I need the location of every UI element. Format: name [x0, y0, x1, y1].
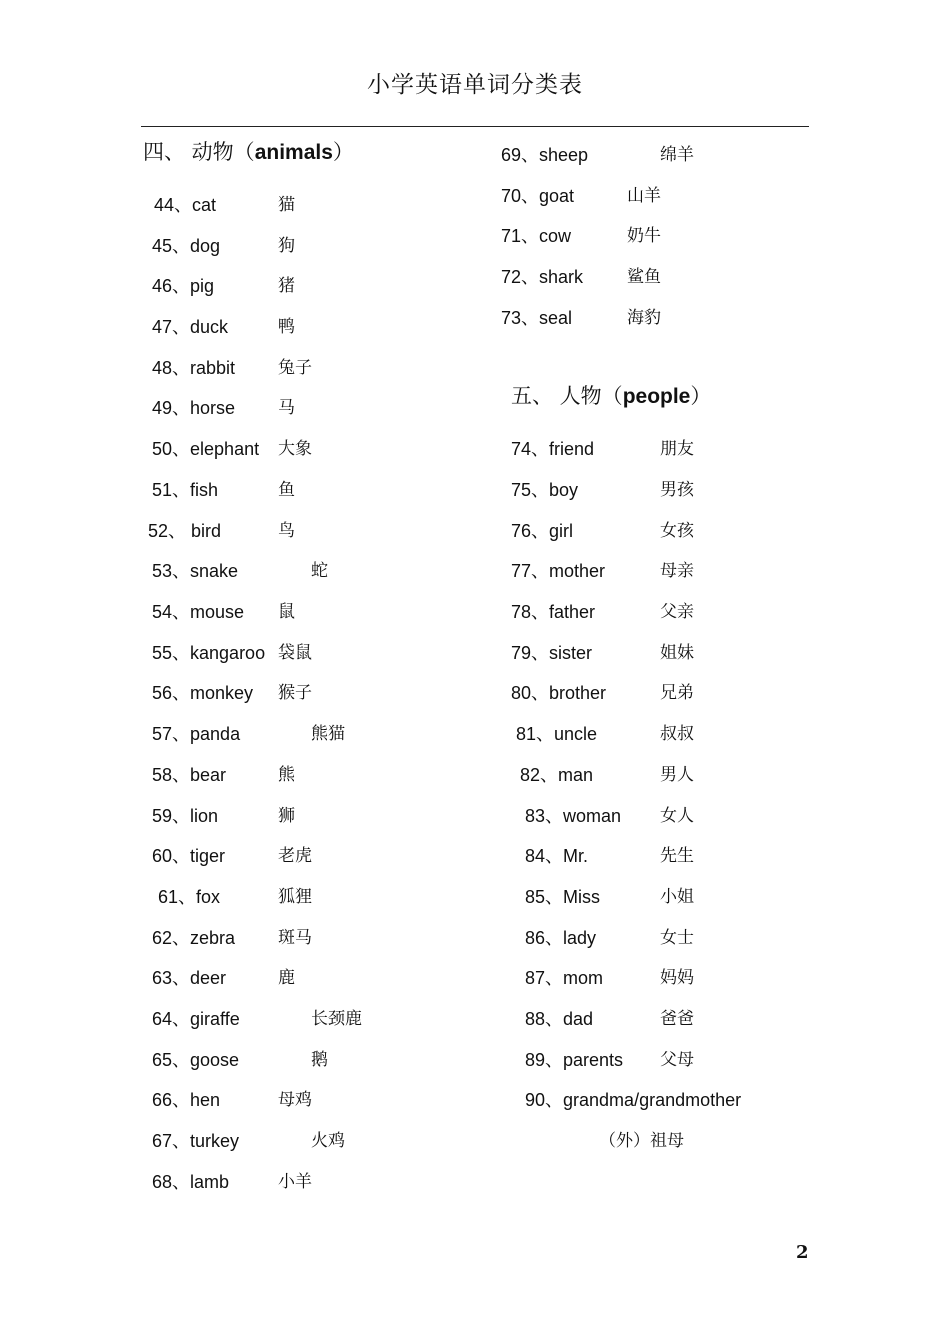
- chinese-word: 兄弟: [660, 683, 694, 703]
- chinese-word: 猫: [278, 195, 295, 215]
- chinese-word: 爸爸: [660, 1009, 694, 1029]
- chinese-word: 鱼: [278, 480, 295, 500]
- chinese-word: 兔子: [278, 358, 312, 378]
- english-word: 47、duck: [152, 317, 229, 337]
- chinese-word: 朋友: [660, 439, 694, 459]
- english-word: 65、goose: [152, 1050, 240, 1070]
- english-word: 85、Miss: [525, 887, 601, 907]
- english-word: 52、 bird: [148, 521, 222, 541]
- english-word: 50、elephant: [152, 439, 260, 459]
- section-heading-animals: [143, 136, 354, 166]
- chinese-word: 小羊: [278, 1172, 312, 1192]
- chinese-word: 鸟: [278, 521, 295, 541]
- english-word: 81、uncle: [516, 724, 598, 744]
- english-word: 66、hen: [152, 1090, 221, 1110]
- english-word: 88、dad: [525, 1009, 594, 1029]
- chinese-word: 狗: [278, 236, 295, 256]
- english-word: 80、brother: [511, 683, 607, 703]
- english-word: 56、monkey: [152, 683, 254, 703]
- english-word: 62、zebra: [152, 928, 236, 948]
- chinese-word: 火鸡: [311, 1131, 345, 1151]
- english-word: 58、bear: [152, 765, 227, 785]
- chinese-word: 姐妹: [660, 643, 694, 663]
- english-word: 73、seal: [501, 308, 573, 328]
- english-word: 78、father: [511, 602, 596, 622]
- english-word: 77、mother: [511, 561, 606, 581]
- chinese-word: 熊猫: [311, 724, 345, 744]
- english-word: 86、lady: [525, 928, 597, 948]
- english-word: 89、parents: [525, 1050, 624, 1070]
- english-word: 72、shark: [501, 267, 584, 287]
- page-number: 2: [796, 1242, 809, 1263]
- chinese-word: 男孩: [660, 480, 694, 500]
- chinese-word: （外）祖母: [599, 1131, 684, 1151]
- english-word: 60、tiger: [152, 846, 226, 866]
- english-word: 51、fish: [152, 480, 219, 500]
- chinese-word: 熊: [278, 765, 295, 785]
- header-rule: [141, 126, 809, 127]
- english-word: 90、grandma/grandmother: [525, 1090, 742, 1110]
- page-title: 小学英语单词分类表: [367, 72, 583, 98]
- chinese-word: 女孩: [660, 521, 694, 541]
- chinese-word: 山羊: [627, 186, 661, 206]
- chinese-word: 女人: [660, 806, 694, 826]
- english-word: 83、woman: [525, 806, 622, 826]
- chinese-word: 大象: [278, 439, 312, 459]
- chinese-word: 叔叔: [660, 724, 694, 744]
- chinese-word: 先生: [660, 846, 694, 866]
- chinese-word: 绵羊: [660, 145, 694, 165]
- chinese-word: 妈妈: [660, 968, 694, 988]
- chinese-word: 斑马: [278, 928, 312, 948]
- english-word: 68、lamb: [152, 1172, 230, 1192]
- english-word: 46、pig: [152, 276, 215, 296]
- section-heading-close: ）: [332, 140, 354, 164]
- english-word: 69、sheep: [501, 145, 589, 165]
- chinese-word: 母鸡: [278, 1090, 312, 1110]
- english-word: 67、turkey: [152, 1131, 240, 1151]
- chinese-word: 狐狸: [278, 887, 312, 907]
- english-word: 55、kangaroo: [152, 643, 266, 663]
- chinese-word: 奶牛: [627, 226, 661, 246]
- section-heading-en: animals: [254, 141, 333, 164]
- english-word: 76、girl: [511, 521, 574, 541]
- chinese-word: 鹿: [278, 968, 295, 988]
- english-word: 87、mom: [525, 968, 604, 988]
- english-word: 45、dog: [152, 236, 221, 256]
- english-word: 63、deer: [152, 968, 227, 988]
- section-heading-close: ）: [690, 384, 712, 408]
- english-word: 59、lion: [152, 806, 219, 826]
- chinese-word: 父母: [660, 1050, 694, 1070]
- english-word: 53、snake: [152, 561, 239, 581]
- english-word: 74、friend: [511, 439, 595, 459]
- english-word: 54、mouse: [152, 602, 245, 622]
- english-word: 49、horse: [152, 398, 236, 418]
- english-word: 44、cat: [154, 195, 217, 215]
- chinese-word: 鲨鱼: [627, 267, 661, 287]
- english-word: 84、Mr.: [525, 846, 589, 866]
- chinese-word: 鹅: [311, 1050, 328, 1070]
- chinese-word: 小姐: [660, 887, 694, 907]
- english-word: 75、boy: [511, 480, 579, 500]
- chinese-word: 男人: [660, 765, 694, 785]
- chinese-word: 海豹: [627, 308, 661, 328]
- chinese-word: 蛇: [311, 561, 328, 581]
- english-word: 82、man: [520, 765, 594, 785]
- section-heading-zh: 四、 动物（: [143, 140, 255, 164]
- chinese-word: 猴子: [278, 683, 312, 703]
- chinese-word: 鼠: [278, 602, 295, 622]
- chinese-word: 女士: [660, 928, 694, 948]
- chinese-word: 老虎: [278, 846, 312, 866]
- chinese-word: 母亲: [660, 561, 694, 581]
- english-word: 70、goat: [501, 186, 575, 206]
- chinese-word: 长颈鹿: [311, 1009, 362, 1029]
- chinese-word: 鸭: [278, 317, 295, 337]
- section-heading-zh: 五、 人物（: [511, 384, 623, 408]
- chinese-word: 狮: [278, 806, 295, 826]
- english-word: 48、rabbit: [152, 358, 236, 378]
- chinese-word: 父亲: [660, 602, 694, 622]
- english-word: 64、giraffe: [152, 1009, 240, 1029]
- chinese-word: 袋鼠: [278, 643, 312, 663]
- english-word: 61、fox: [158, 887, 221, 907]
- section-heading-people: [511, 380, 711, 410]
- chinese-word: 猪: [278, 276, 295, 296]
- chinese-word: 马: [278, 398, 295, 418]
- english-word: 79、sister: [511, 643, 593, 663]
- section-heading-en: people: [622, 385, 691, 408]
- english-word: 71、cow: [501, 226, 572, 246]
- english-word: 57、panda: [152, 724, 241, 744]
